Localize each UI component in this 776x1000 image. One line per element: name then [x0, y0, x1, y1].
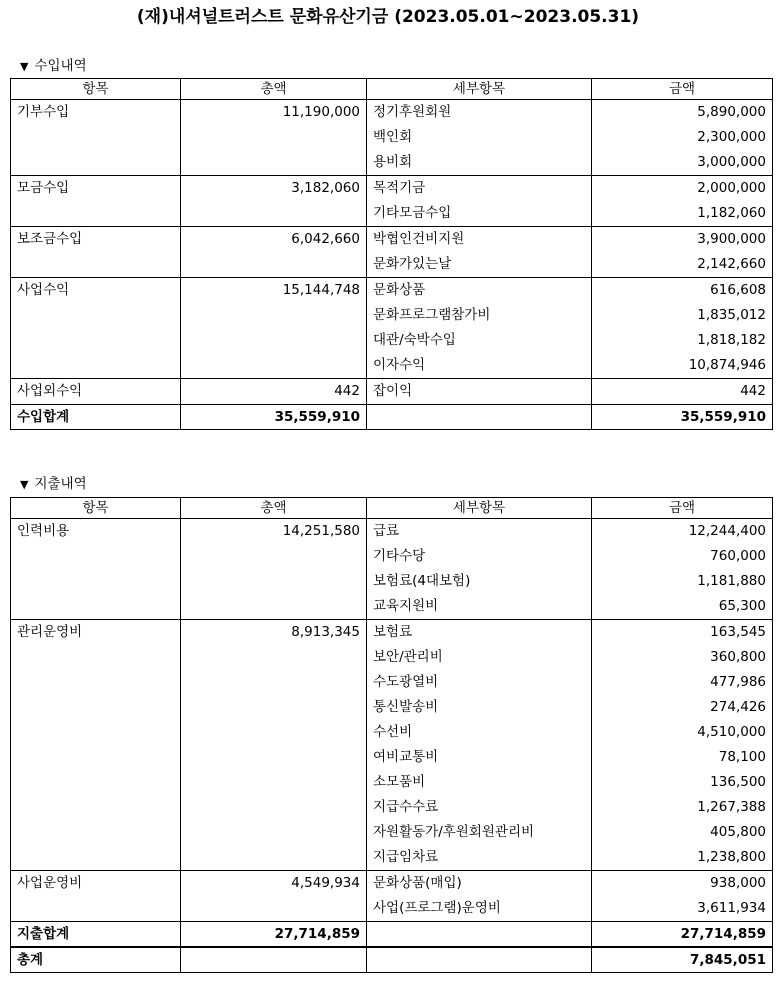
detail-cell: 문화가있는날 [367, 252, 592, 278]
table-row [11, 620, 773, 646]
detail-cell: 사업(프로그램)운영비 [367, 896, 592, 922]
category-total-cell: 8,913,345 [181, 620, 367, 646]
detail-cell: 문화상품(매입) [367, 871, 592, 897]
grand-total-row [11, 947, 773, 973]
amount-cell: 78,100 [592, 745, 773, 770]
table-row [11, 150, 773, 176]
category-total-cell [181, 795, 367, 820]
table-row [11, 670, 773, 695]
category-total-cell: 14,251,580 [181, 519, 367, 545]
detail-cell: 목적기금 [367, 176, 592, 202]
page-title: (재)내셔널트러스트 문화유산기금 (2023.05.01~2023.05.31) [136, 7, 640, 27]
category-total-cell [181, 896, 367, 922]
header-amount: 금액 [592, 498, 773, 519]
amount-cell: 274,426 [592, 695, 773, 720]
category-cell [11, 328, 181, 353]
amount-cell: 2,300,000 [592, 125, 773, 150]
category-total-cell [181, 770, 367, 795]
header-detail: 세부항목 [367, 498, 592, 519]
table-row [11, 353, 773, 379]
expense-total-row [11, 922, 773, 948]
table-row [11, 544, 773, 569]
category-total-cell [181, 328, 367, 353]
category-total-cell [181, 353, 367, 379]
category-total-cell: 15,144,748 [181, 278, 367, 304]
amount-cell: 5,890,000 [592, 100, 773, 126]
amount-cell: 65,300 [592, 594, 773, 620]
category-cell [11, 795, 181, 820]
table-row [11, 695, 773, 720]
category-cell: 관리운영비 [11, 620, 181, 646]
category-cell [11, 845, 181, 871]
table-row [11, 201, 773, 227]
table-row [11, 379, 773, 405]
category-total-cell [181, 201, 367, 227]
category-cell [11, 770, 181, 795]
income-header-row [11, 79, 773, 100]
category-total-cell [181, 695, 367, 720]
category-total-cell [181, 150, 367, 176]
triangle-down-icon: ▼ [20, 478, 29, 491]
detail-cell: 지급수수료 [367, 795, 592, 820]
category-cell [11, 150, 181, 176]
amount-cell: 3,000,000 [592, 150, 773, 176]
category-cell: 모금수입 [11, 176, 181, 202]
detail-cell: 수선비 [367, 720, 592, 745]
detail-cell: 기타모금수입 [367, 201, 592, 227]
category-total-cell: 3,182,060 [181, 176, 367, 202]
amount-cell: 1,267,388 [592, 795, 773, 820]
detail-cell: 문화프로그램참가비 [367, 303, 592, 328]
table-row [11, 795, 773, 820]
detail-cell: 잡이익 [367, 379, 592, 405]
detail-cell: 교육지원비 [367, 594, 592, 620]
table-row [11, 845, 773, 871]
total-empty-cell [367, 922, 592, 948]
table-row [11, 594, 773, 620]
amount-cell: 1,818,182 [592, 328, 773, 353]
category-cell: 사업외수익 [11, 379, 181, 405]
category-total-cell: 442 [181, 379, 367, 405]
category-total-cell [181, 720, 367, 745]
category-cell [11, 670, 181, 695]
amount-cell: 12,244,400 [592, 519, 773, 545]
amount-cell: 1,238,800 [592, 845, 773, 871]
table-row [11, 252, 773, 278]
amount-cell: 10,874,946 [592, 353, 773, 379]
header-detail: 세부항목 [367, 79, 592, 100]
grand-empty-cell [181, 947, 367, 973]
category-cell [11, 645, 181, 670]
grand-amount-cell: 7,845,051 [592, 947, 773, 973]
category-cell [11, 544, 181, 569]
category-cell: 보조금수입 [11, 227, 181, 253]
header-item: 항목 [11, 498, 181, 519]
category-total-cell: 4,549,934 [181, 871, 367, 897]
amount-cell: 442 [592, 379, 773, 405]
expense-header-row [11, 498, 773, 519]
triangle-down-icon: ▼ [20, 60, 29, 73]
table-row [11, 645, 773, 670]
detail-cell: 이자수익 [367, 353, 592, 379]
header-total: 총액 [181, 498, 367, 519]
amount-cell: 3,900,000 [592, 227, 773, 253]
table-row [11, 820, 773, 845]
amount-cell: 2,000,000 [592, 176, 773, 202]
table-row [11, 720, 773, 745]
amount-cell: 1,182,060 [592, 201, 773, 227]
total-value-cell: 27,714,859 [181, 922, 367, 948]
table-row [11, 519, 773, 545]
detail-cell: 여비교통비 [367, 745, 592, 770]
category-cell [11, 720, 181, 745]
category-cell: 사업운영비 [11, 871, 181, 897]
amount-cell: 477,986 [592, 670, 773, 695]
table-row [11, 100, 773, 126]
table-row [11, 278, 773, 304]
income-label-text: 수입내역 [34, 58, 87, 74]
detail-cell: 보험료 [367, 620, 592, 646]
table-row [11, 125, 773, 150]
category-total-cell: 11,190,000 [181, 100, 367, 126]
detail-cell: 백인회 [367, 125, 592, 150]
amount-cell: 4,510,000 [592, 720, 773, 745]
amount-cell: 405,800 [592, 820, 773, 845]
amount-cell: 3,611,934 [592, 896, 773, 922]
amount-cell: 360,800 [592, 645, 773, 670]
detail-cell: 기타수당 [367, 544, 592, 569]
detail-cell: 지급임차료 [367, 845, 592, 871]
category-cell [11, 896, 181, 922]
amount-cell: 163,545 [592, 620, 773, 646]
detail-cell: 정기후원회원 [367, 100, 592, 126]
table-row [11, 871, 773, 897]
table-row [11, 770, 773, 795]
total-label-cell: 수입합계 [11, 405, 181, 430]
header-total: 총액 [181, 79, 367, 100]
amount-cell: 616,608 [592, 278, 773, 304]
detail-cell: 급료 [367, 519, 592, 545]
category-total-cell [181, 594, 367, 620]
category-cell: 인력비용 [11, 519, 181, 545]
amount-cell: 1,181,880 [592, 569, 773, 594]
detail-cell: 통신발송비 [367, 695, 592, 720]
table-row [11, 569, 773, 594]
amount-cell: 136,500 [592, 770, 773, 795]
category-total-cell [181, 745, 367, 770]
detail-cell: 용비회 [367, 150, 592, 176]
income-total-row [11, 405, 773, 430]
table-row [11, 176, 773, 202]
amount-cell: 1,835,012 [592, 303, 773, 328]
detail-cell: 박협인건비지원 [367, 227, 592, 253]
category-total-cell [181, 544, 367, 569]
total-amount-cell: 35,559,910 [592, 405, 773, 430]
detail-cell: 소모품비 [367, 770, 592, 795]
category-total-cell [181, 670, 367, 695]
detail-cell: 문화상품 [367, 278, 592, 304]
category-cell: 기부수입 [11, 100, 181, 126]
category-total-cell [181, 820, 367, 845]
category-cell [11, 353, 181, 379]
detail-cell: 보안/관리비 [367, 645, 592, 670]
category-total-cell [181, 569, 367, 594]
table-row [11, 328, 773, 353]
category-cell [11, 201, 181, 227]
detail-cell: 자원활동가/후원회원관리비 [367, 820, 592, 845]
category-cell [11, 695, 181, 720]
income-section-label [20, 54, 87, 74]
amount-cell: 2,142,660 [592, 252, 773, 278]
total-value-cell: 35,559,910 [181, 405, 367, 430]
total-amount-cell: 27,714,859 [592, 922, 773, 948]
amount-cell: 938,000 [592, 871, 773, 897]
category-cell [11, 252, 181, 278]
detail-cell: 대관/숙박수입 [367, 328, 592, 353]
table-row [11, 896, 773, 922]
expense-label-text: 지출내역 [34, 476, 87, 492]
category-cell [11, 820, 181, 845]
detail-cell: 보험료(4대보험) [367, 569, 592, 594]
category-total-cell [181, 845, 367, 871]
table-row [11, 227, 773, 253]
category-cell [11, 569, 181, 594]
total-label-cell: 지출합계 [11, 922, 181, 948]
category-cell [11, 594, 181, 620]
header-item: 항목 [11, 79, 181, 100]
category-cell [11, 125, 181, 150]
category-total-cell [181, 645, 367, 670]
table-row [11, 745, 773, 770]
category-cell [11, 745, 181, 770]
income-table [10, 78, 773, 430]
category-cell: 사업수익 [11, 278, 181, 304]
table-row [11, 303, 773, 328]
amount-cell: 760,000 [592, 544, 773, 569]
category-total-cell [181, 125, 367, 150]
total-empty-cell [367, 405, 592, 430]
category-total-cell: 6,042,660 [181, 227, 367, 253]
category-total-cell [181, 252, 367, 278]
header-amount: 금액 [592, 79, 773, 100]
detail-cell: 수도광열비 [367, 670, 592, 695]
category-total-cell [181, 303, 367, 328]
expense-table [10, 497, 773, 973]
grand-label-cell: 총계 [11, 947, 181, 973]
category-cell [11, 303, 181, 328]
grand-empty-cell [367, 947, 592, 973]
expense-section-label [20, 472, 87, 492]
